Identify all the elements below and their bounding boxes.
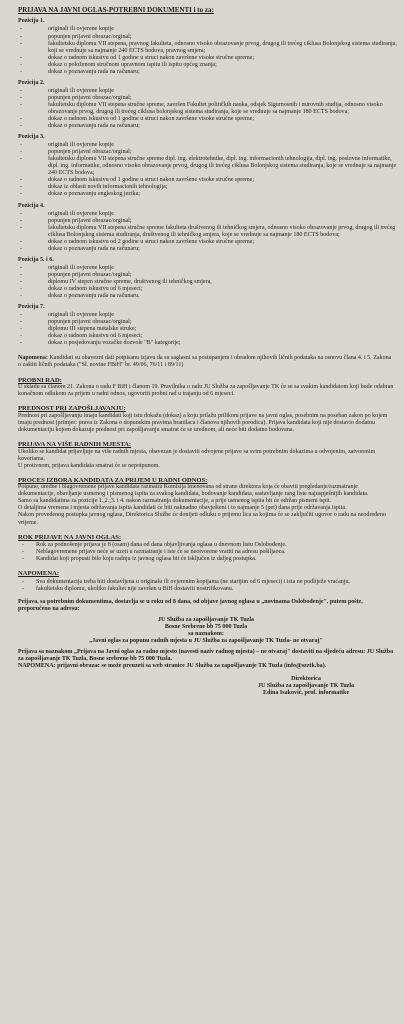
priority-heading: PREDNOST PRI ZAPOŠLJAVANJU: (18, 405, 126, 413)
position-heading: Pozicija 2. (18, 79, 45, 86)
requirement-item: - fakultetsku diplomu VII stepena stručne spreme fakulteta društvenog ili tehničkog smjera, odnosno visoko obrazovanje prvog, drugog ili trećeg ciklusa Bolonjskog sistema studiranja, društvenog ili tehničkog smjera, koje se vrednuje sa najmanje 180 ECTS bodova; (8, 225, 398, 239)
process-text-3: O detaljima vremena i mjesta održavanja ispita kandidati će biti naknadno obavještenі i to najmanje 5 (pet) dana prije održavanja ispita. (18, 505, 347, 512)
position-heading: Pozicija 3. (18, 134, 45, 141)
position-requirements (8, 312, 398, 347)
probation-text: U skladu sa članom 21. Zakona o radu F BiH i članom 19. Pravilnika o radu JU Služba za zapošljavanje TK će se sa svakim kandidatom koji bude odabran konačnom odlukom za prijem u radni odnos, ugovoriti probni rad u trajanju od 6 mjeseci. (18, 384, 394, 398)
requirement-item: - dokaz o poznavanju rada na računaru. (8, 293, 398, 300)
probation-heading: PROBNI RAD: (18, 376, 62, 384)
multiple-text-2: U protivnom, prijava kandidata smatrat će se nepotpunom. (18, 462, 160, 469)
positions-list (8, 18, 398, 347)
signature-title: Direktorica (291, 676, 321, 683)
requirement-item: - dokaz o poznavanju rada na računaru; (8, 246, 398, 253)
form-download-note: NAPOMENA: prijavni obrazac se može preuzeti sa web stranice JU Služba za zapošljavanje TK Tuzla (info@szztk.ba). (18, 663, 327, 670)
multiple-heading: PRIJAVA NA VIŠE RADNIH MJESTA: (18, 440, 132, 448)
signature-org: JU Služba za zapošljavanje TK Tuzla (257, 683, 355, 690)
deadline-item: - Kandidat koji propusti bilo koju radnju iz javnog oglasa bit će isključen iz daljeg postupka. (18, 556, 394, 563)
deadline-section (18, 534, 394, 564)
position-heading: Pozicija 7. (18, 304, 45, 311)
requirement-item: - dokaz o radnom iskustvu od 1 godine u struci nakon završene visoke stručne spreme; (8, 177, 398, 184)
requirement-item: - originali ili ovjerene kopije (8, 26, 398, 33)
requirement-item: - diplomu III stepena metalske struke; (8, 326, 398, 333)
position-requirements (8, 142, 398, 198)
signature-block (218, 676, 394, 697)
position-requirements (8, 211, 398, 253)
requirement-item: - fakultetsku diplomu VII stepena stručne spreme dipl. ing. elektrotehnike, dipl. ing. informacionih tehnologija, dipl. ing. poslovne informatike, dipl. ing. informatike, odnosno visoko obrazovanje prvog, drugog ili trećeg ciklusa Bolonjskog sistema studiranja, koje se vrednuje sa najmanje 240 ECTS bodova; (8, 156, 398, 177)
address-line-2: Bosne Srebrene bb 75 000 Tuzla (164, 624, 248, 631)
requirement-item: - popunjen prijavni obrazac/orginal; (8, 319, 398, 326)
requirement-item: - diplomu IV stepen stručne spreme, društvenog ili tehničkog smjera, (8, 279, 398, 286)
requirement-item: - fakultetsku diplomu VII stepena, pravnog fakulteta, odnosno visoko obrazovanje prvog, drugog ili trećeg ciklusa Bolonjskog sistema studiranja, koji se vrednuje sa najmanje 240 ECTS bodova, pravnog smjera; (8, 41, 398, 55)
submission-text: Prijava, sa potrebnim dokumentima, dostavlja se u roku od 8 dana, od objave javnog oglasa u „novinama Oslobođenje", putem pošte, preporučeno na adresu: (18, 598, 363, 613)
address-line-1: JU Služba za zapošljavanje TK Tuzla (157, 617, 255, 624)
requirement-item: - popunjen prijavni obrazac/orginal; (8, 218, 398, 225)
requirement-item: - dokaz o poznavanju engleskog jezika; (8, 191, 398, 198)
requirement-item: - popunjen prijavni obrazac/orginal; (8, 95, 398, 102)
priority-section (18, 405, 394, 434)
process-text-1: Potpune, uredne i blagovremene prijave kandidata razmatra Komisija imenovana od strane direktora koja će obaviti pregledanje/razmatranje dokumentacije, obavljanje usmenog i pismenog ispita za svakog kandidata, bodovanje kandidata, sastavljanje rang liste najuspješnijih kandidata. (18, 484, 369, 498)
requirement-item: - fakultetsku diplomu VII stepena stručne spreme, završen Fakultet političkih nauka, odsjek Sigurnosnih i mirovnih studija, odnosno visoko obrazovanje prvog, drugog ili trećeg ciklusa bolonjskog sistema studiranja, koje se vrednuje sa najmanje 180 ECTS bodova; (8, 102, 398, 116)
position-requirements (8, 88, 398, 130)
requirement-item: - dokaz o radnom iskustvu od 2 godine u struci nakon završene visoke stručne spreme; (8, 239, 398, 246)
requirement-item: - dokaz o posjedovanju vozačke dozvole "B" kategorije; (8, 340, 398, 347)
process-text-4: Nakon provedenog postupka javnog oglasa, Direktorica Službe će donijeti odluku o prijemu lica sa kojima će se zaključiti ugovor o radu na neodređeno vrijeme. (18, 512, 386, 526)
privacy-note (18, 355, 394, 369)
position-requirements (8, 265, 398, 300)
requirement-item: - dokaz o poznavanju rada na računaru; (8, 123, 398, 130)
note-label: Napomena: (18, 355, 48, 362)
position-heading: Pozicija 1. (18, 18, 45, 25)
requirement-item: - dokaz o radnom iskustvu od 1 godine u struci nakon završene visoke stručne spreme; (8, 55, 398, 62)
position-heading: Pozicija 4. (18, 202, 45, 209)
requirement-item: - dokaz iz oblasti novih informacionih tehnologija; (8, 184, 398, 191)
requirement-item: - originali ili ovjerene kopije (8, 265, 398, 272)
requirement-item: - dokaz o radnom iskustvu od 6 mjeseci; (8, 333, 398, 340)
selection-process-section (18, 477, 394, 527)
remark-item: - Sva dokumentacija treba biti dostavljena u originalu ili ovjerenim kopijama (ne starijim od 6 mjeseci) i ista ne podliježe vraćanju. (18, 579, 394, 586)
requirement-item: - dokaz o radnom iskustvu od 1 godine u struci nakon završene visoke stručne spreme; (8, 116, 398, 123)
signature-name: Edina Isaković, prof. informatike (262, 690, 350, 697)
requirement-item: - dokaz o poznavanju rada na računaru; (8, 69, 398, 76)
requirement-item: - originali ili ovjerene kopije (8, 211, 398, 218)
requirement-item: - popunjen prijavni obrazac/orginal; (8, 34, 398, 41)
requirement-item: - originali ili ovjerene kopije (8, 88, 398, 95)
address-line-4: „Javni oglas za popunu radnih mjesta u JU Služba za zapošljavanje TK Tuzla- ne otvaraj" (89, 638, 323, 645)
remark-section (18, 570, 394, 593)
position-requirements (8, 26, 398, 75)
position-heading: Pozicija 5. i 6. (18, 256, 54, 263)
multiple-positions-section (18, 441, 394, 470)
probation-section (18, 377, 394, 399)
priority-text: Prednost pri zapošljavanju imaju kandidati koji istu dokažu (dokaz) a koju prilažu prilikom prijave na javni oglas, posebnim na poseban zakon po kojem imaju prednost (primjer: prava iz Zakona o dopunskim pravima branilaca i članova njihovih porodica). Prijava kandidata koji nije dostavio dodatnu dokumentaciju kojom dokazuje prednost pri zapošljavanju smatrat će se urednom, ali neće biti dodatno bodovana. (18, 412, 388, 433)
address-line-3: sa naznakom: (188, 631, 224, 638)
multiple-text: Ukoliko se kandidat prijavljuje na više radnih mjesta, obavezan je dostaviti odvojene prijave sa svim potrebnim dokazima u odvojenim, zatvorenim kovertama. (18, 448, 376, 462)
requirement-item: - dokaz o radnom iskustvu od 6 mjeseci; (8, 286, 398, 293)
process-heading: PROCES IZBORA KANDIDATA ZA PRIJEM U RADNI ODNOS: (18, 476, 208, 484)
process-text-2: Samo sa kandidatima za pozicije 1.,2.,3. i 4. nakon razmatranja dokumentacije, a prije usmenog ispita bit će održan pismeni ispit. (18, 498, 332, 505)
envelope-text: Prijava sa naznakom „Prijava na Javni oglas za radno mjesto (navesti naziv radnog mjesta) – ne otvaraj" dostaviti na sljedeću adresu: JU Služba za zapošljavanje TK Tuzla, Bosne srebrene bb 75 000 Tuzla. (18, 649, 394, 663)
deadline-item: - Rok za podnošenje prijava je 8 (osam) dana od dana objavljivanja oglasa u dnevnom listu Oslobođenje. (18, 542, 394, 549)
submission-footer (18, 599, 394, 698)
requirement-item: - popunjen prijavni obrazac/orginal; (8, 272, 398, 279)
remark-heading: NAPOMENA: (18, 570, 60, 578)
remark-item: - fakultetsku diplomu, ukoliko fakultet nije završen u BiH dostaviti nostrifikovanu. (18, 586, 394, 593)
requirement-item: - originali ili ovjerene kopije (8, 312, 398, 319)
requirement-item: - originali ili ovjerene kopije (8, 142, 398, 149)
requirement-item: - popunjen prijavni obrazac/orginal; (8, 149, 398, 156)
requirement-item: - dokaz o položenom stručnom upravnom ispitu ili ispitu općeg znanja; (8, 62, 398, 69)
deadline-item: - Neblagovremene prijave neće se uzeti u razmatranje i iste će se neotvorene vratiti na adresu pošiljaoca. (18, 549, 394, 556)
page-title: PRIJAVA NA JAVNI OGLAS-POTREBNI DOKUMENTI i to za: (18, 6, 214, 14)
deadline-heading: ROK PRIJAVE NA JAVNI OGLAS: (18, 533, 122, 541)
note-text: Kandidati su obavezni dati potpisanu izjavu da su saglasni sa postupanjem i obradom njihovih ličnih podataka na osnovu člana 4. i 5. Zakona o zaštiti ličnih podataka ("Sl. novine FBiH" br. 49/06, 76/11 i 89/11) (18, 355, 392, 369)
